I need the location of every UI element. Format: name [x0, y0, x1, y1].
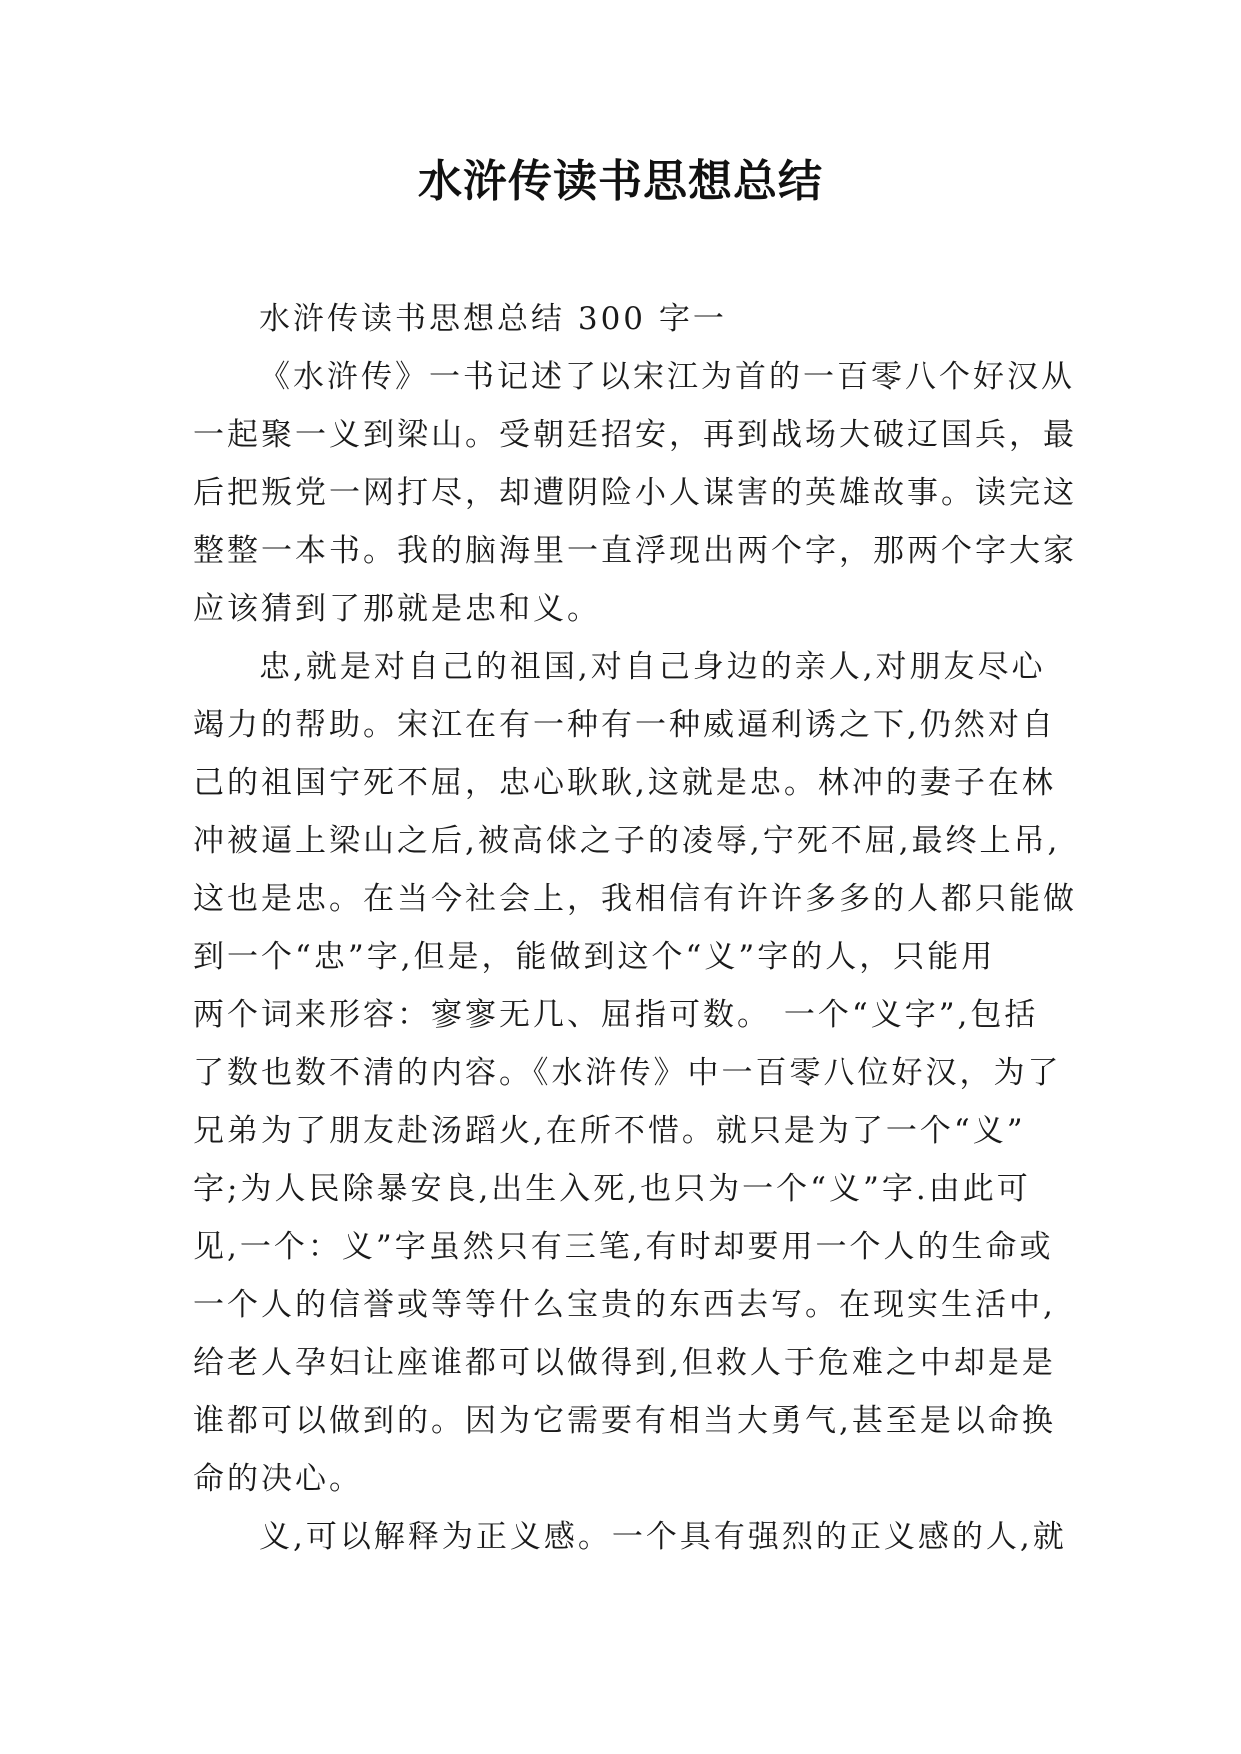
- paragraph-line: 一起聚一义到梁山。受朝廷招安，再到战场大破辽国兵，最: [193, 417, 1077, 453]
- paragraph-line: 忠,就是对自己的祖国,对自己身边的亲人,对朋友尽心: [259, 649, 1046, 685]
- paragraph-line: 义,可以解释为正义感。一个具有强烈的正义感的人,就: [259, 1519, 1067, 1555]
- paragraph-line: 冲被逼上梁山之后,被高俅之子的凌辱,宁死不屈,最终上吊,: [193, 823, 1061, 859]
- paragraph-line: 《水浒传》一书记述了以宋江为首的一百零八个好汉从: [259, 359, 1075, 395]
- paragraph-line: 字;为人民除暴安良,出生入死,也只为一个“义”字.由此可: [193, 1171, 1031, 1207]
- paragraph-line: 己的祖国宁死不屈，忠心耿耿,这就是忠。林冲的妻子在林: [193, 765, 1056, 801]
- paragraph-line: 整整一本书。我的脑海里一直浮现出两个字，那两个字大家: [193, 533, 1077, 569]
- paragraph-line: 兄弟为了朋友赴汤蹈火,在所不惜。就只是为了一个“义”: [193, 1113, 1026, 1149]
- subtitle-line: 水浒传读书思想总结 300 字一: [259, 301, 727, 337]
- paragraph-line: 竭力的帮助。宋江在有一种有一种威逼利诱之下,仍然对自: [193, 707, 1056, 743]
- paragraph-line: 到一个“忠”字,但是，能做到这个“义”字的人，只能用: [193, 939, 996, 975]
- paragraph-line: 后把叛党一网打尽，却遭阴险小人谋害的英雄故事。读完这: [193, 475, 1077, 511]
- document-title: 水浒传读书思想总结: [418, 156, 823, 207]
- paragraph-line: 见,一个：义”字虽然只有三笔,有时却要用一个人的生命或: [193, 1229, 1054, 1265]
- paragraph-line: 应该猜到了那就是忠和义。: [193, 591, 601, 627]
- document-body: [193, 290, 1077, 1566]
- paragraph-line: 给老人孕妇让座谁都可以做得到,但救人于危难之中却是是: [193, 1345, 1056, 1381]
- paragraph-line: 两个词来形容：寥寥无几、屈指可数。 一个“义字”,包括: [193, 997, 1039, 1033]
- paragraph-line: 了数也数不清的内容。《水浒传》中一百零八位好汉，为了: [193, 1055, 1062, 1091]
- paragraph-line: 谁都可以做到的。因为它需要有相当大勇气,甚至是以命换: [193, 1403, 1056, 1439]
- paragraph-line: 命的决心。: [193, 1461, 363, 1497]
- paragraph-line: 一个人的信誉或等等什么宝贵的东西去写。在现实生活中,: [193, 1287, 1056, 1323]
- paragraph-line: 这也是忠。在当今社会上，我相信有许许多多的人都只能做: [193, 881, 1077, 917]
